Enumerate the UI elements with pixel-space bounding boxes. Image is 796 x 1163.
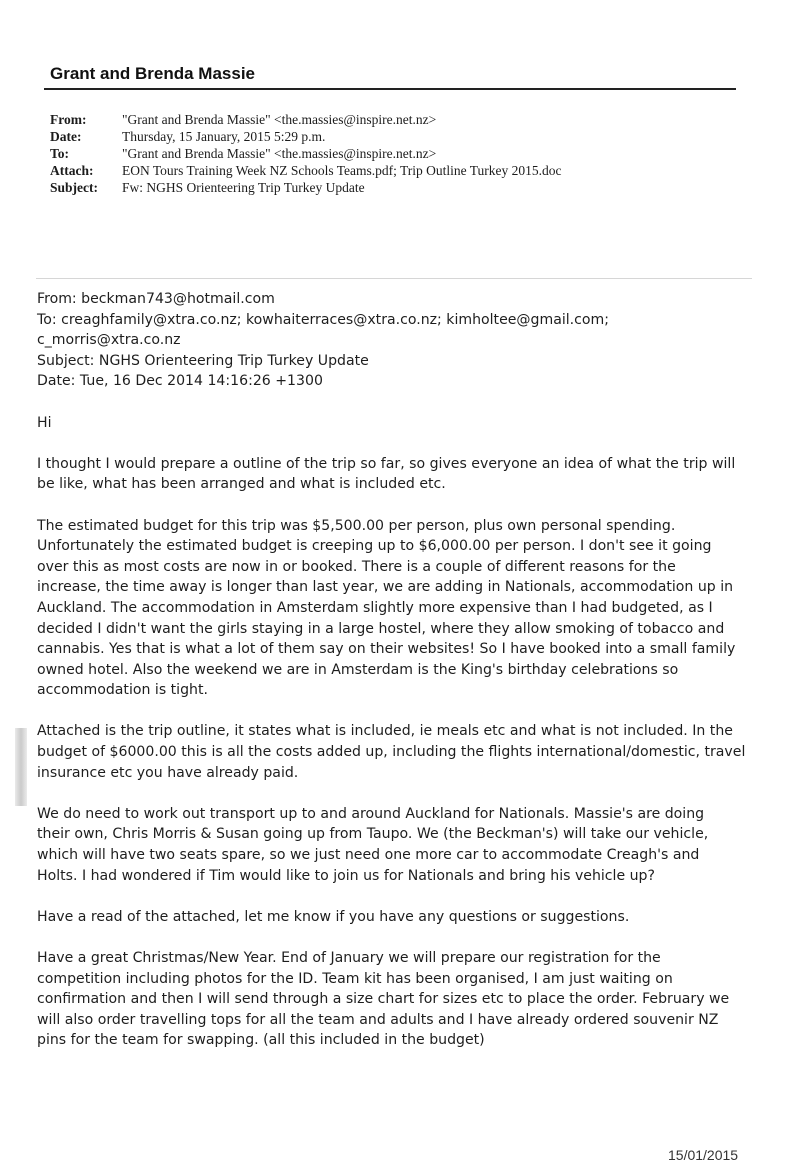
body-line: cannabis. Yes that is what a lot of them say on their websites! So I have booked into a small family: [37, 641, 736, 658]
body-line: Holts. I had wondered if Tim would like to join us for Nationals and bring his vehicle up?: [37, 867, 655, 884]
body-line: Subject: NGHS Orienteering Trip Turkey Update: [37, 352, 369, 369]
body-line: We do need to work out transport up to and around Auckland for Nationals. Massie's are doing: [37, 805, 705, 822]
header-value: Thursday, 15 January, 2015 5:29 p.m.: [122, 129, 326, 144]
header-row: [50, 162, 562, 179]
body-line: Hi: [37, 414, 52, 431]
body-line: I thought I would prepare a outline of the trip so far, so gives everyone an idea of what the trip will: [37, 455, 736, 472]
body-line: Have a great Christmas/New Year. End of January we will prepare our registration for the: [37, 950, 661, 966]
header-key: To:: [50, 146, 70, 161]
body-line: insurance etc you have already paid.: [37, 764, 299, 781]
body-line: c_morris@xtra.co.nz: [37, 332, 181, 349]
paragraph-gap: [37, 701, 757, 722]
header-value: "Grant and Brenda Massie" <the.massies@inspire.net.nz>: [122, 146, 437, 161]
body-line: accommodation is tight.: [37, 682, 208, 699]
message-body: [37, 289, 757, 1051]
body-line: From: beckman743@hotmail.com: [37, 291, 275, 307]
body-line: Attached is the trip outline, it states what is included, ie meals etc and what is not included. In the: [37, 723, 733, 740]
body-line: confirmation and then I will send through a size chart for sizes etc to place the order. February we: [37, 991, 730, 1008]
header-key: Attach:: [50, 163, 94, 178]
title-rule: [44, 88, 736, 90]
body-line: The estimated budget for this trip was $5,500.00 per person, plus own personal spending.: [37, 517, 676, 534]
printout-title: Grant and Brenda Massie: [50, 64, 256, 83]
paragraph-gap: [37, 392, 757, 413]
paragraph-gap: [37, 783, 757, 804]
divider: [36, 278, 752, 279]
body-line: their own, Chris Morris & Susan going up from Taupo. We (the Beckman's) will take our vehicle,: [37, 826, 709, 843]
paragraph-gap: [37, 433, 757, 454]
body-line: increase, the time away is longer than last year, we are adding in Nationals, accommodation up in: [37, 579, 734, 596]
paragraph-gap: [37, 927, 757, 948]
body-line: over this as most costs are now in or booked. There is a couple of different reasons for the: [37, 558, 676, 575]
body-line: be like, what has been arranged and what is included etc.: [37, 476, 446, 493]
email-header: [50, 111, 562, 196]
header-key: From:: [50, 112, 87, 127]
body-line: Unfortunately the estimated budget is creeping up to $6,000.00 per person. I don't see it going: [37, 538, 712, 555]
header-value: Fw: NGHS Orienteering Trip Turkey Update: [122, 180, 365, 195]
header-key: Subject:: [50, 180, 98, 195]
body-line: which will have two seats spare, so we just need one more car to accommodate Creagh's and: [37, 847, 700, 864]
header-row: [50, 128, 562, 145]
header-key: Date:: [50, 129, 82, 144]
body-line: To: creaghfamily@xtra.co.nz; kowhaiterraces@xtra.co.nz; kimholtee@gmail.com;: [37, 311, 609, 328]
header-row: [50, 179, 562, 196]
header-value: "Grant and Brenda Massie" <the.massies@inspire.net.nz>: [122, 112, 437, 127]
body-line: pins for the team for swapping. (all this included in the budget): [37, 1032, 485, 1049]
header-row: [50, 145, 562, 162]
header-value: EON Tours Training Week NZ Schools Teams.pdf; Trip Outline Turkey 2015.doc: [122, 163, 562, 178]
body-line: owned hotel. Also the weekend we are in Amsterdam is the King's birthday celebrations so: [37, 661, 679, 678]
paragraph-gap: [37, 495, 757, 516]
body-line: decided I didn't want the girls staying in a large hostel, where they allow smoking of tobacco and: [37, 620, 725, 637]
body-line: will also order travelling tops for all the team and adults and I have already ordered souvenir NZ: [37, 1011, 719, 1028]
body-line: competition including photos for the ID. Team kit has been organised, I am just waiting on: [37, 970, 673, 987]
header-row: [50, 111, 562, 128]
paragraph-gap: [37, 886, 757, 907]
body-line: Have a read of the attached, let me know if you have any questions or suggestions.: [37, 908, 630, 925]
body-line: Date: Tue, 16 Dec 2014 14:16:26 +1300: [37, 373, 323, 390]
scan-mark: [15, 728, 27, 806]
footer-date: 15/01/2015: [668, 1147, 739, 1163]
body-line: budget of $6000.00 this is all the costs added up, including the flights international/domestic, travel: [37, 744, 746, 761]
body-line: Auckland. The accommodation in Amsterdam slightly more expensive than I had budgeted, as I: [37, 599, 713, 616]
